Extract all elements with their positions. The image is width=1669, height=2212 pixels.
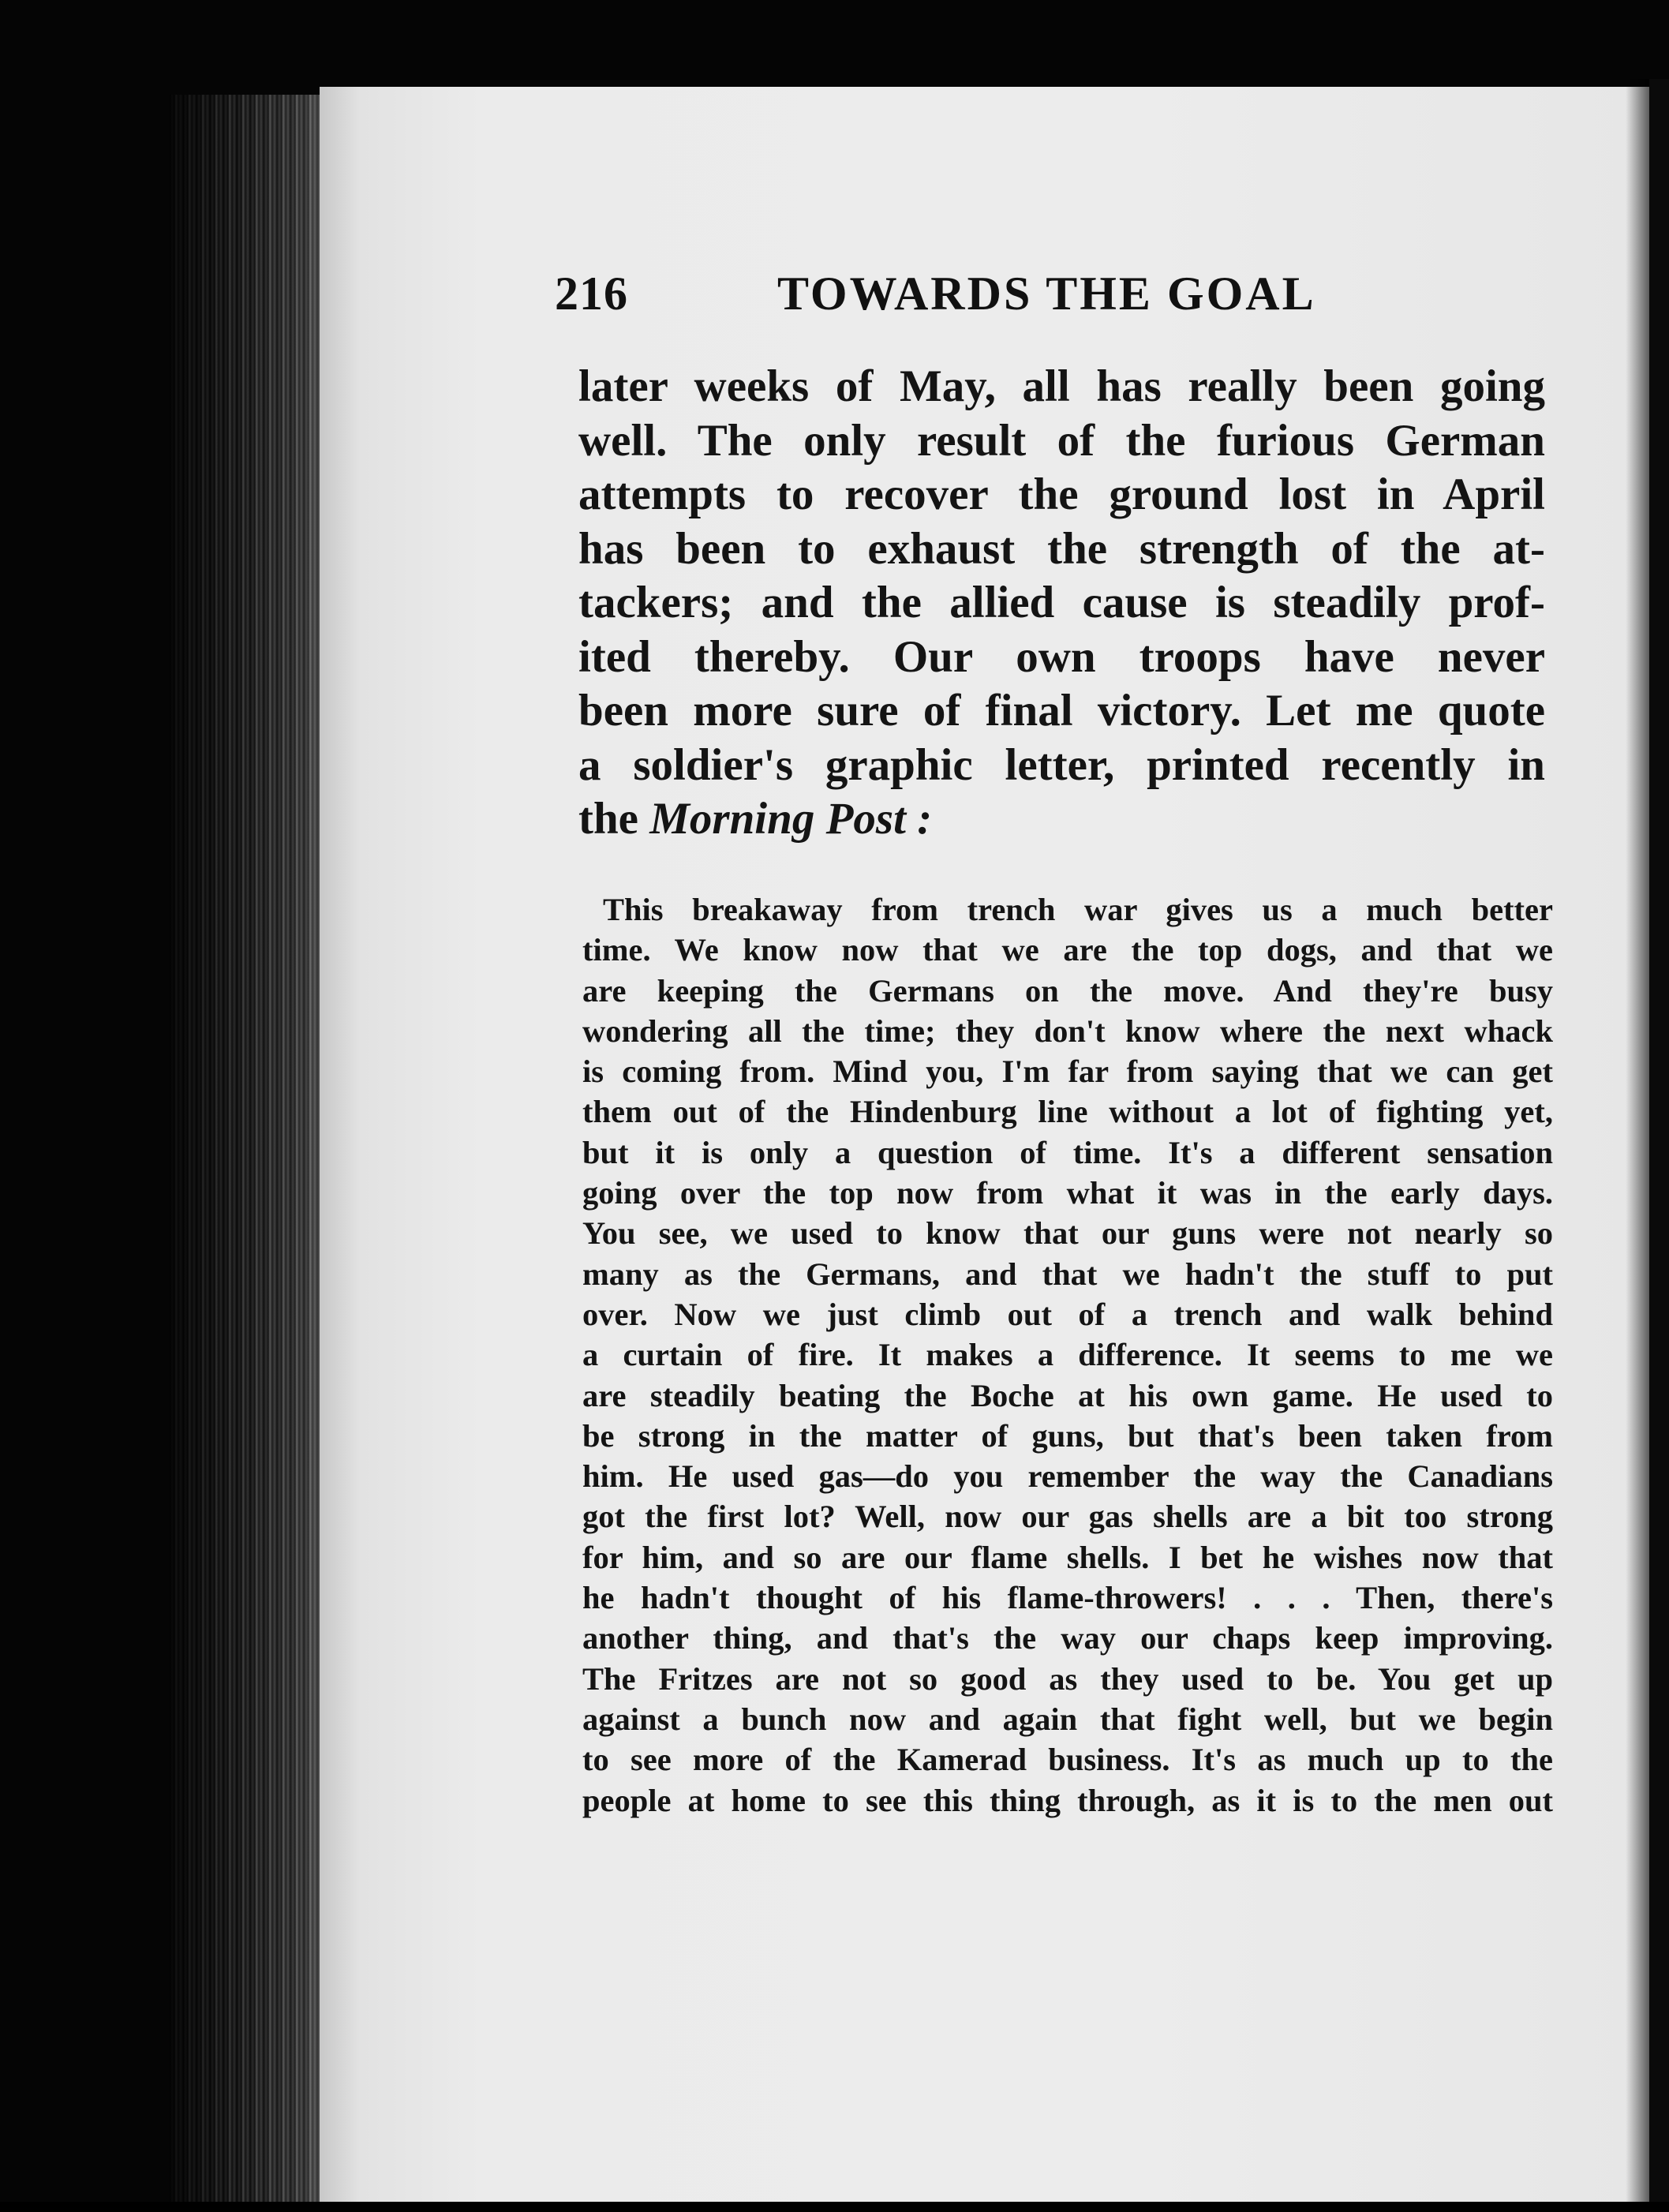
- quote-line: he hadn't thought of his flame-throwers! . . . Then, there's: [582, 1580, 1553, 1616]
- body-line: well. The only result of the furious German: [578, 415, 1545, 466]
- body-line: ited thereby. Our own troops have never: [578, 631, 1545, 682]
- quote-line: are keeping the Germans on the move. And they're busy: [582, 972, 1553, 1009]
- running-head: TOWARDS THE GOAL: [777, 268, 1316, 320]
- body-line: a soldier's graphic letter, printed recently in: [578, 739, 1545, 790]
- quote-line: but it is only a question of time. It's a different sensation: [582, 1134, 1553, 1170]
- body-line: later weeks of May, all has really been going: [578, 361, 1545, 411]
- quote-line: against a bunch now and again that fight well, but we begin: [582, 1701, 1553, 1737]
- body-line-prefix: the: [578, 794, 650, 844]
- quote-line: him. He used gas—do you remember the way the Canadians: [582, 1458, 1553, 1495]
- body-line: has been to exhaust the strength of the at-: [578, 523, 1545, 574]
- body-line: tackers; and the allied cause is steadily prof-: [578, 578, 1545, 627]
- scan-bottom-border: [0, 2202, 1669, 2212]
- quote-line: to see more of the Kamerad business. It's as much up to the: [582, 1742, 1553, 1778]
- newspaper-title: Morning Post :: [649, 794, 933, 844]
- page-right-edge: [1649, 79, 1669, 2212]
- quote-line: for him, and so are our flame shells. I bet he wishes now that: [582, 1539, 1553, 1575]
- quote-line: them out of the Hindenburg line without a lot of fighting yet,: [582, 1094, 1553, 1130]
- page-right-gutter-shadow: [1626, 79, 1649, 2212]
- quote-line: The Fritzes are not so good as they used to be. You get up: [582, 1660, 1553, 1697]
- quote-line: going over the top now from what it was in the early days.: [582, 1175, 1553, 1211]
- body-line: been more sure of final victory. Let me quote: [578, 686, 1545, 735]
- quote-line: are steadily beating the Boche at his own game. He used to: [582, 1377, 1553, 1413]
- quote-line: You see, we used to know that our guns were not nearly so: [582, 1215, 1553, 1252]
- quote-line: This breakaway from trench war gives us a much better: [603, 892, 1553, 927]
- quote-line: wondering all the time; they don't know where the next whack: [582, 1012, 1553, 1049]
- quote-line: a curtain of fire. It makes a difference. It seems to me we: [582, 1337, 1553, 1373]
- page-header: [555, 267, 1573, 330]
- quote-line: many as the Germans, and that we hadn't the stuff to put: [582, 1256, 1553, 1292]
- body-paragraph: [578, 360, 1545, 847]
- page-edge-shadow: [170, 95, 324, 2212]
- page-number: 216: [555, 268, 628, 320]
- quote-line: over. Now we just climb out of a trench and walk behind: [582, 1296, 1553, 1332]
- quote-line: another thing, and that's the way our chaps keep improving.: [582, 1620, 1553, 1656]
- quote-line: got the first lot? Well, now our gas shells are a bit too strong: [582, 1499, 1553, 1535]
- quote-line: is coming from. Mind you, I'm far from saying that we can get: [582, 1054, 1553, 1090]
- quote-line: people at home to see this thing through, as it is to the men out: [582, 1782, 1553, 1818]
- body-line: attempts to recover the ground lost in April: [578, 470, 1545, 519]
- quote-line: time. We know now that we are the top dogs, and that we: [582, 932, 1553, 968]
- body-line-last: [578, 792, 1545, 847]
- block-quote: [582, 889, 1553, 1821]
- quote-line: be strong in the matter of guns, but that's been taken from: [582, 1417, 1553, 1454]
